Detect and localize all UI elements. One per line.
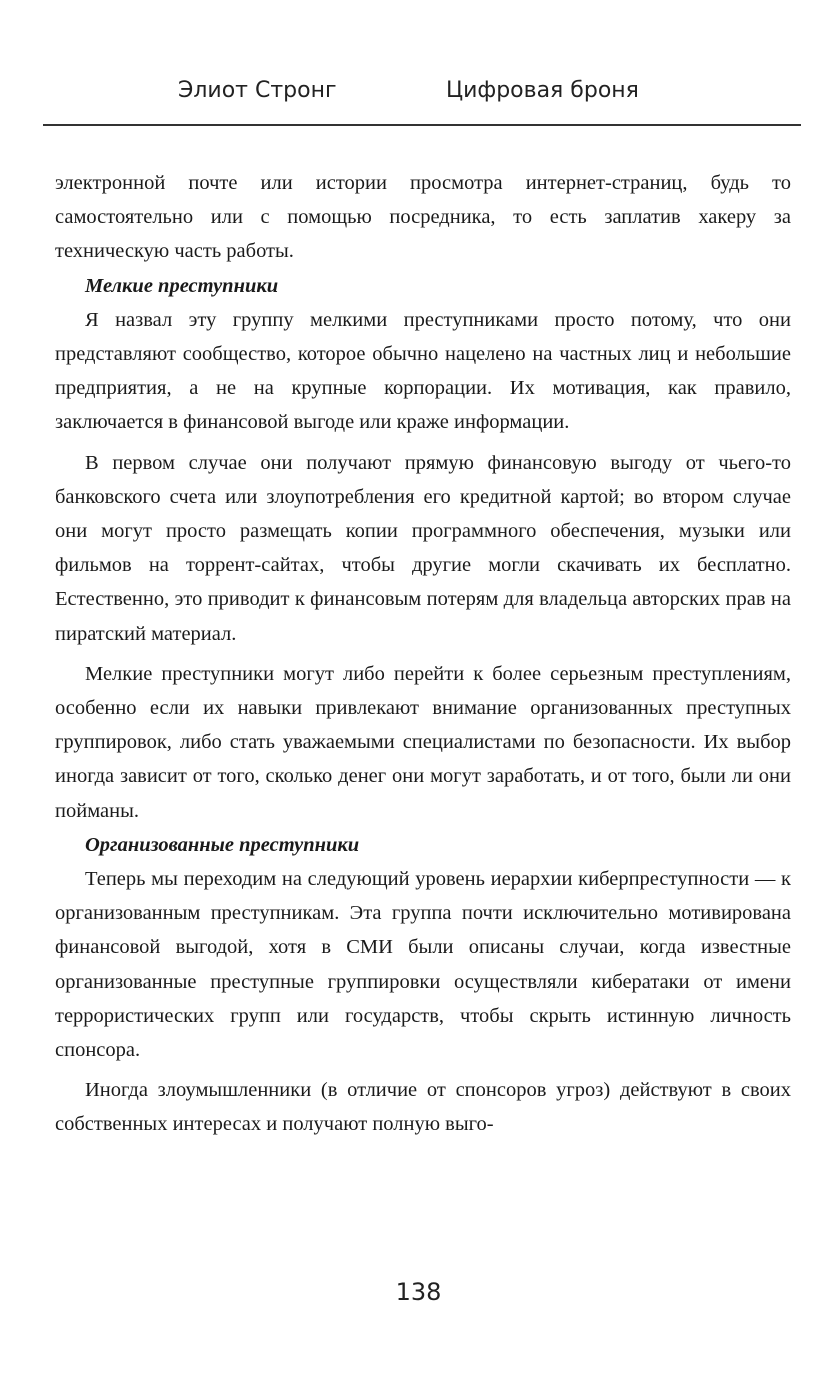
- paragraph: Теперь мы переходим на следующий уровень иерархии киберпреступности — к организованным преступникам. Эта группа почти исключительно мотивирована финансовой выгодой, хотя в СМИ были описаны случаи, когда известные организованные преступные группировки осуществляли кибератаки от имени террористических групп или государств, чтобы скрыть истинную личность спонсора.: [55, 868, 791, 1062]
- running-header: [0, 78, 837, 110]
- paragraph: Мелкие преступники могут либо перейти к более серьезным преступлениям, особенно если их навыки привлекают внимание организованных преступных группировок, либо стать уважаемыми специалистами по безопасности. Их выбор иногда зависит от того, сколько денег они могут заработать, и от того, были ли они пойманы.: [55, 662, 791, 822]
- section-heading-organized-criminals: Организованные преступники: [85, 833, 360, 856]
- paragraph: Иногда злоумышленники (в отличие от спонсоров угроз) действуют в своих собственных интересах и получают полную выго-: [55, 1079, 791, 1136]
- paragraph: Я назвал эту группу мелкими преступниками просто потому, что они представляют сообщество, которое обычно нацелено на частных лиц и небольшие предприятия, а не на крупные корпорации. Их мотивация, как правило, заключается в финансовой выгоде или краже информации.: [55, 308, 791, 434]
- paragraph-continued: электронной почте или истории просмотра интернет-страниц, будь то самостоятельно или с помощью посредника, то есть заплатив хакеру за техническую часть работы.: [55, 172, 791, 263]
- page-number: 138: [395, 1278, 442, 1306]
- paragraph: В первом случае они получают прямую финансовую выгоду от чьего-то банковского счета или злоупотребления его кредитной картой; во втором случае они могут просто размещать копии программного обеспечения, музыки или фильмов на торрент-сайтах, чтобы другие могли скачивать их бесплатно. Естественно, это приводит к финансовым потерям для владельца авторских прав на пиратский материал.: [55, 451, 791, 645]
- page-body: [55, 166, 791, 1142]
- section-heading-petty-criminals: Мелкие преступники: [85, 274, 279, 297]
- header-book-title: Цифровая броня: [446, 78, 639, 103]
- header-author: Элиот Стронг: [178, 78, 337, 103]
- header-divider: [43, 124, 801, 126]
